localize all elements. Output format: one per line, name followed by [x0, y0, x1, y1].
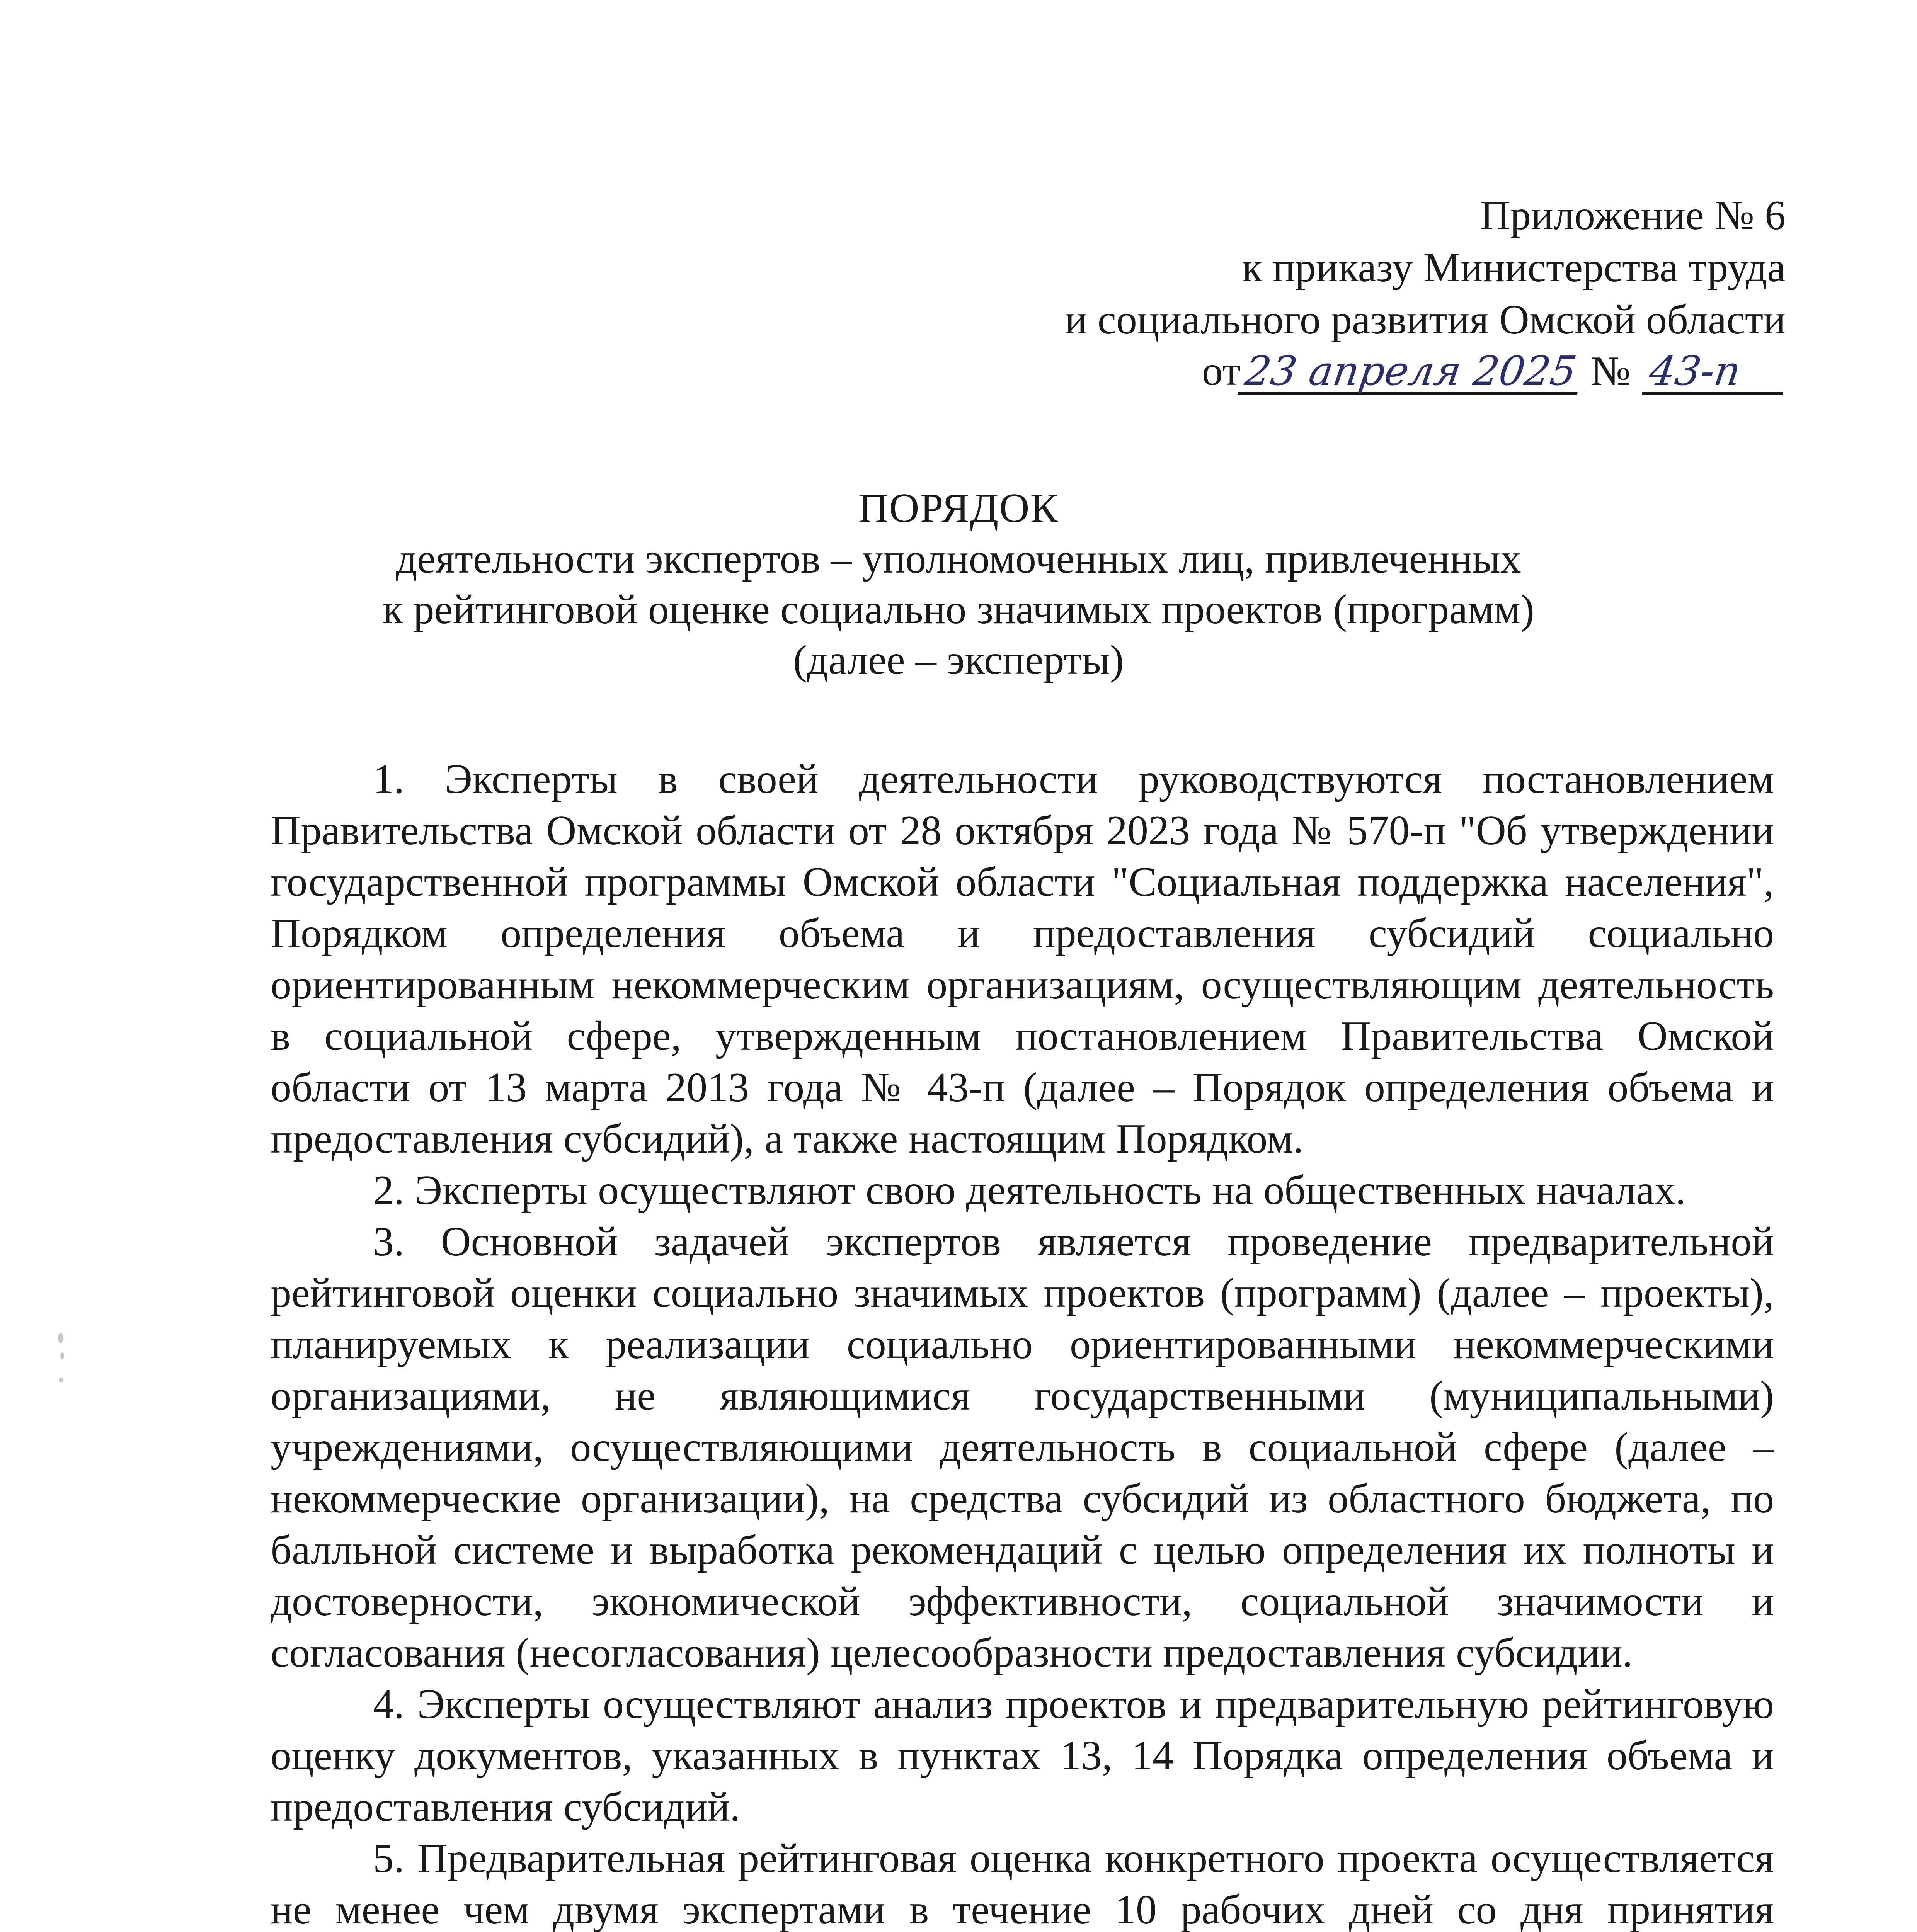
title-line-2: к рейтинговой оценке социально значимых проектов (программ) — [383, 587, 1534, 633]
appendix-header — [858, 189, 1786, 397]
paragraph-5: 5. Предварительная рейтинговая оценка конкретного проекта осуществляется не менее чем двумя экспертами в течение 10 рабочих дней со дня принятия — [271, 1835, 1774, 1932]
paragraph-3: 3. Основной задачей экспертов является проведение предварительной рейтинговой оценки социально значимых проектов (программ) (далее – проекты), планируемых к реализации социально ориентированными некоммерческими организациями, не являющимися государственными (муниципальными) учреждениями, осуществляющими деятельность в социальной сфере (далее – некоммерческие организации), на средства субсидий из областного бюджета, по балльной системе и выработка рекомендаций с целью определения их полноты и достоверности, экономической эффективности, социальной значимости и согласования (несогласования) целесообразности предоставления субсидии. — [271, 1219, 1774, 1676]
scan-speck — [60, 1352, 64, 1359]
document-body — [271, 753, 1774, 1932]
number-label: № — [1590, 348, 1631, 394]
title-line-1: деятельности экспертов – уполномоченных лиц, привлеченных — [396, 536, 1521, 582]
paragraph-1: 1. Эксперты в своей деятельности руководствуются постановлением Правительства Омской области от 28 октября 2023 года № 570-п "Об утверждении государственной программы Омской области "Социальная поддержка населения", Порядком определения объема и предоставления субсидий социально ориентированным некоммерческим организациям, осуществляющим деятельность в социальной сфере, утвержденным постановлением Правительства Омской области от 13 марта 2013 года № 43-п (далее – Порядок определения объема и предоставления субсидий), а также настоящим Порядком. — [271, 756, 1774, 1162]
paragraph-4: 4. Эксперты осуществляют анализ проектов и предварительную рейтинговую оценку документов, указанных в пунктах 13, 14 Порядка определения объема и предоставления субсидий. — [271, 1681, 1774, 1830]
appendix-order-ref: к приказу Министерства труда — [1242, 245, 1786, 291]
handwritten-number: 43-п — [1642, 350, 1789, 395]
order-date-number-line — [858, 345, 1786, 397]
appendix-number: Приложение № 6 — [1480, 192, 1786, 238]
scan-speck — [58, 1333, 63, 1343]
handwritten-date: 23 апреля 2025 — [1237, 350, 1583, 395]
appendix-ministry: и социального развития Омской области — [1065, 297, 1786, 343]
paragraph-2: 2. Эксперты осуществляют свою деятельность на общественных началах. — [373, 1167, 1686, 1213]
title-line-3: (далее – эксперты) — [793, 637, 1124, 683]
date-prefix: от — [1202, 348, 1241, 394]
document-title — [271, 483, 1646, 685]
title-main: ПОРЯДОК — [858, 485, 1059, 531]
scan-speck — [59, 1378, 63, 1382]
